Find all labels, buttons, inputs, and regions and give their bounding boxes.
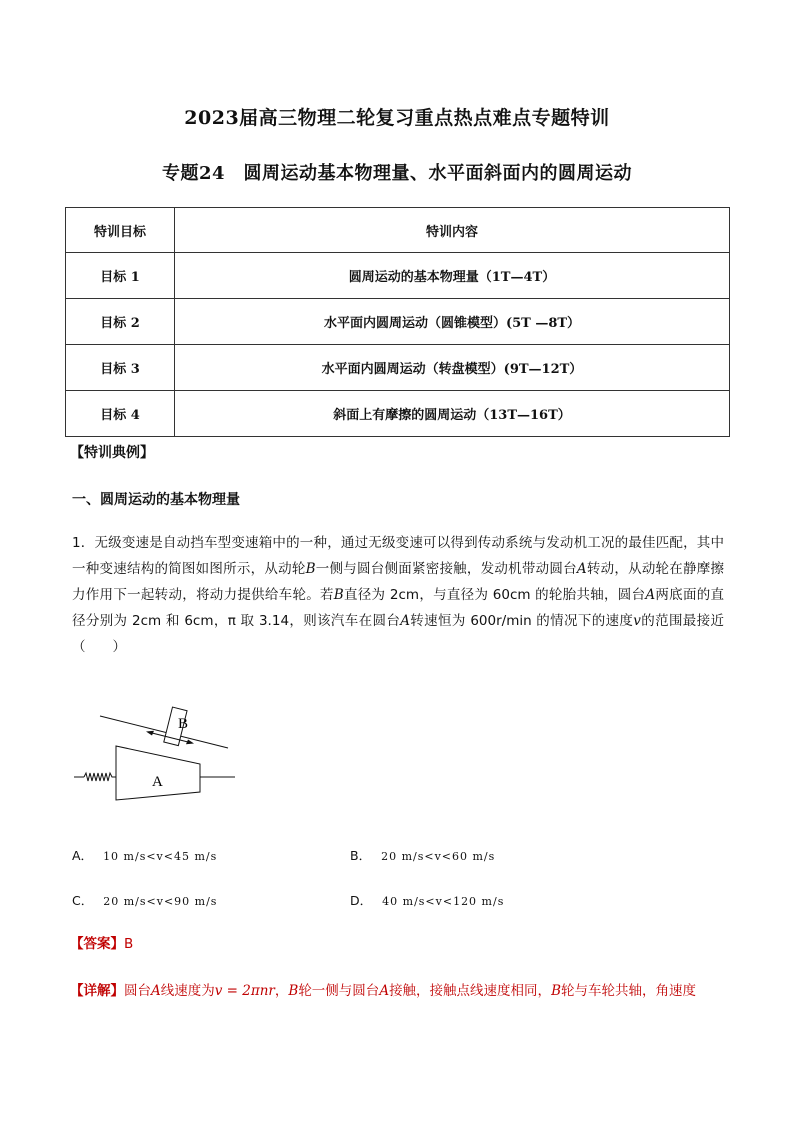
option-c[interactable]: C． 20 m/s<v<90 m/s: [72, 893, 218, 908]
cvt-diagram: [70, 706, 240, 806]
arrow-head-right: [186, 740, 194, 745]
incline-line: [100, 716, 228, 748]
table-row: [66, 253, 730, 299]
label-b: B: [178, 716, 189, 732]
table-row: [66, 299, 730, 345]
table-cell-target: 目标 3: [66, 345, 175, 391]
table-row: [66, 391, 730, 437]
section-heading: 一、圆周运动的基本物理量: [72, 492, 240, 508]
document-title: 2023届高三物理二轮复习重点热点难点专题特训: [184, 107, 610, 129]
table-cell-content: 圆周运动的基本物理量（1T—4T）: [175, 253, 730, 299]
explanation-formula: v = 2πnr: [214, 983, 275, 999]
table-header-content: 特训内容: [175, 208, 730, 253]
table-cell-target: 目标 4: [66, 391, 175, 437]
label-a: A: [152, 774, 163, 790]
question-text: 1．无级变速是自动挡车型变速箱中的一种，通过无级变速可以得到传动系统与发动机工况的最佳匹配，其中一种变速结构的简图如图所示，从动轮B一侧与圆台侧面紧密接触，发动机带动圆台A转动，从动轮在静摩擦力作用下一起转动，将动力提供给车轮。若B直径为 2cm，与直径为 60cm 的轮胎共轴，圆台A两底面的直径分别为 2cm 和 6cm，π 取 3.14，则该汽车在圆台A转速恒为 600r/min 的情况下的速度v的范围最接近（ ）: [72, 535, 725, 655]
explanation: 【详解】圆台A线速度为v = 2πnr，B轮一侧与圆台A接触，接触点线速度相同，B轮与车轮共轴，角速度: [70, 983, 696, 999]
goals-table: [65, 207, 730, 437]
table-row: [66, 345, 730, 391]
table-cell-content: 水平面内圆周运动（圆锥模型）(5T —8T）: [175, 299, 730, 345]
answer-value: B: [124, 936, 134, 952]
answer-label: 【答案】: [70, 936, 124, 952]
table-cell-target: 目标 1: [66, 253, 175, 299]
table-header-target: 特训目标: [66, 208, 175, 253]
arrow-head-left: [146, 731, 154, 736]
option-b[interactable]: B． 20 m/s<v<60 m/s: [350, 848, 496, 863]
answer: [70, 931, 722, 957]
frustum-a: [116, 746, 200, 800]
spring: [84, 773, 116, 781]
explanation-label: 【详解】: [70, 983, 124, 999]
option-a[interactable]: A． 10 m/s<v<45 m/s: [72, 848, 218, 863]
table-cell-content: 斜面上有摩擦的圆周运动（13T—16T）: [175, 391, 730, 437]
table-header-row: [66, 208, 730, 253]
table-cell-target: 目标 2: [66, 299, 175, 345]
table-cell-content: 水平面内圆周运动（转盘模型）(9T—12T）: [175, 345, 730, 391]
document-subtitle: 专题24 圆周运动基本物理量、水平面斜面内的圆周运动: [161, 163, 633, 184]
option-d[interactable]: D． 40 m/s<v<120 m/s: [350, 893, 505, 908]
question-number: 1．: [72, 535, 95, 551]
section-label: 【特训典例】: [70, 445, 154, 461]
